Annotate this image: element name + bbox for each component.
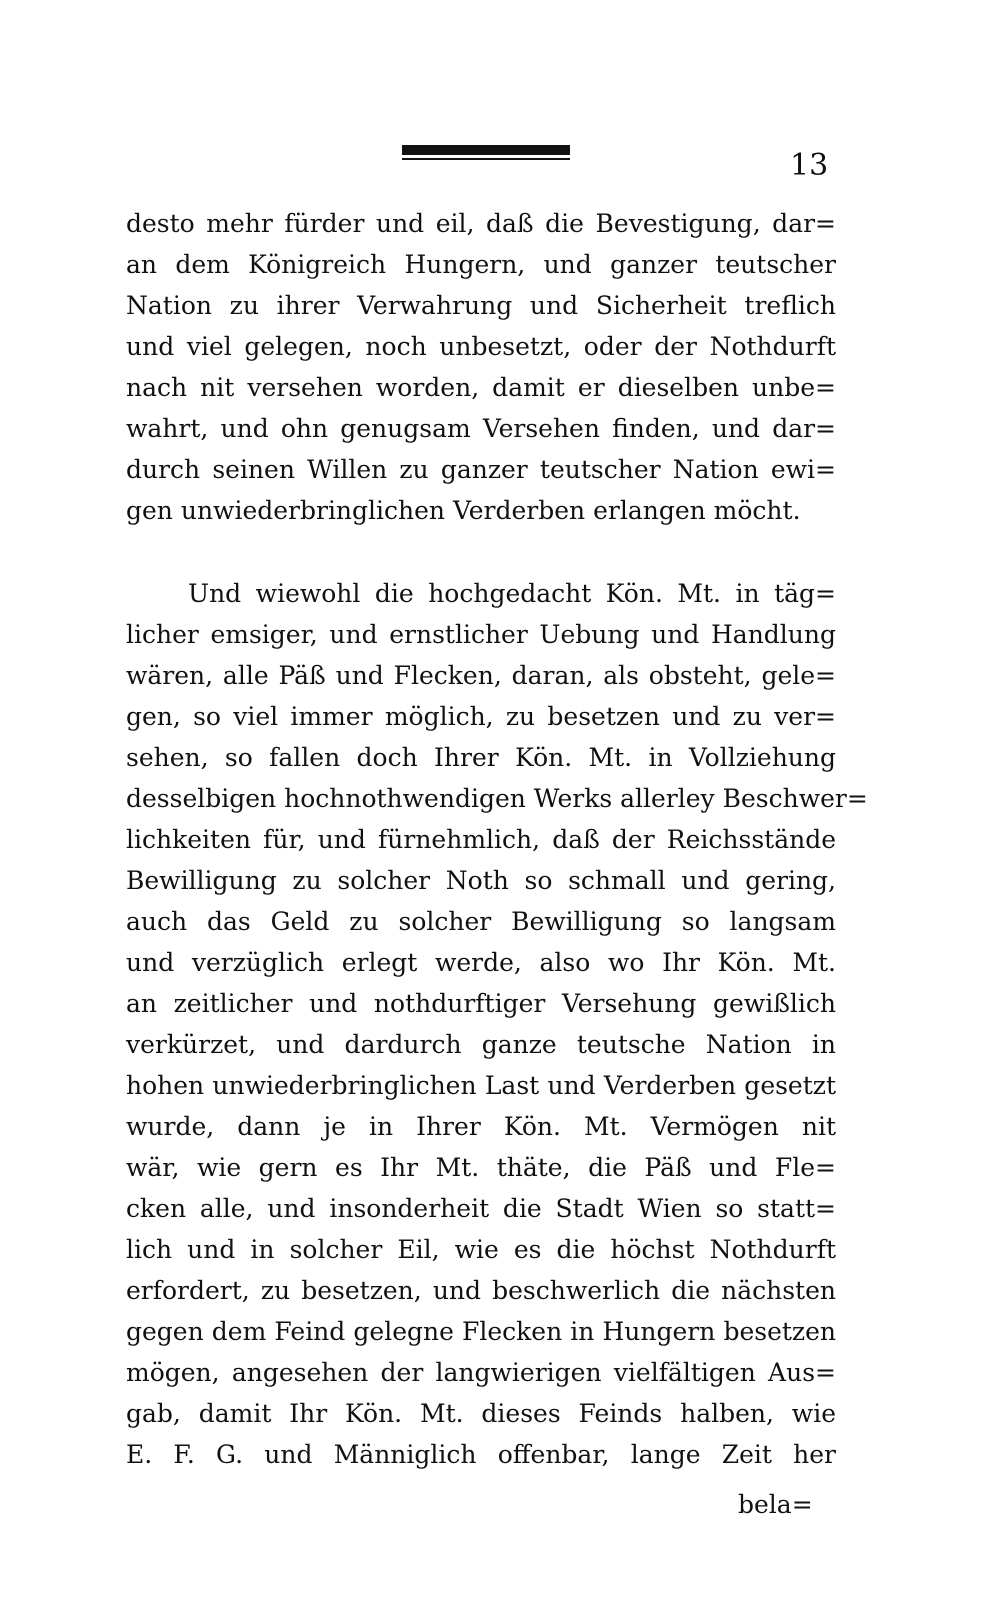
paragraph-1 xyxy=(126,203,836,531)
text-line: Bewilligung zu solcher Noth so schmall und gering, xyxy=(126,866,836,895)
text-line: an zeitlicher und nothdurftiger Versehung gewißlich xyxy=(126,989,836,1018)
text-line: und viel gelegen, noch unbesetzt, oder der Nothdurft xyxy=(126,332,836,361)
text-line: cken alle, und insonderheit die Stadt Wien so statt= xyxy=(126,1194,836,1223)
text-line: sehen, so fallen doch Ihrer Kön. Mt. in Vollziehung xyxy=(126,743,836,772)
text-line: mögen, angesehen der langwierigen vielfältigen Aus= xyxy=(126,1358,836,1387)
text-line: nach nit versehen worden, damit er dieselben unbe= xyxy=(126,373,836,402)
text-line: desselbigen hochnothwendigen Werks allerley Beschwer= xyxy=(126,784,868,813)
text-line: desto mehr fürder und eil, daß die Bevestigung, dar= xyxy=(126,209,836,238)
text-line: Und wiewohl die hochgedacht Kön. Mt. in täg= xyxy=(188,579,836,608)
text-line: gab, damit Ihr Kön. Mt. dieses Feinds halben, wie xyxy=(126,1399,836,1428)
text-line: E. F. G. und Männiglich offenbar, lange Zeit her xyxy=(126,1440,836,1469)
text-line: erfordert, zu besetzen, und beschwerlich die nächsten xyxy=(126,1276,836,1305)
text-line: Nation zu ihrer Verwahrung und Sicherheit treflich xyxy=(126,291,836,320)
text-line: licher emsiger, und ernstlicher Uebung und Handlung xyxy=(126,620,836,649)
catchword: bela= xyxy=(738,1490,813,1519)
text-line: wär, wie gern es Ihr Mt. thäte, die Päß und Fle= xyxy=(126,1153,836,1182)
text-line: wären, alle Päß und Flecken, daran, als obsteht, gele= xyxy=(126,661,836,690)
text-line: an dem Königreich Hungern, und ganzer teutscher xyxy=(126,250,836,279)
header-rule xyxy=(402,145,570,155)
text-line: gen, so viel immer möglich, zu besetzen und zu ver= xyxy=(126,702,836,731)
paragraph-2 xyxy=(126,573,868,1475)
text-line: wahrt, und ohn genugsam Versehen finden, und dar= xyxy=(126,414,836,443)
page-number: 13 xyxy=(790,148,829,183)
text-line: verkürzet, und dardurch ganze teutsche Nation in xyxy=(126,1030,836,1059)
text-line: wurde, dann je in Ihrer Kön. Mt. Vermögen nit xyxy=(126,1112,836,1141)
text-line: und verzüglich erlegt werde, also wo Ihr Kön. Mt. xyxy=(126,948,836,977)
text-line: gegen dem Feind gelegne Flecken in Hungern besetzen xyxy=(126,1317,836,1346)
text-line: lich und in solcher Eil, wie es die höchst Nothdurft xyxy=(126,1235,836,1264)
text-line: lichkeiten für, und fürnehmlich, daß der Reichsstände xyxy=(126,825,836,854)
text-line: auch das Geld zu solcher Bewilligung so langsam xyxy=(126,907,836,936)
text-line: durch seinen Willen zu ganzer teutscher Nation ewi= xyxy=(126,455,836,484)
text-line: hohen unwiederbringlichen Last und Verderben gesetzt xyxy=(126,1071,836,1100)
text-line: gen unwiederbringlichen Verderben erlangen möcht. xyxy=(126,496,801,525)
